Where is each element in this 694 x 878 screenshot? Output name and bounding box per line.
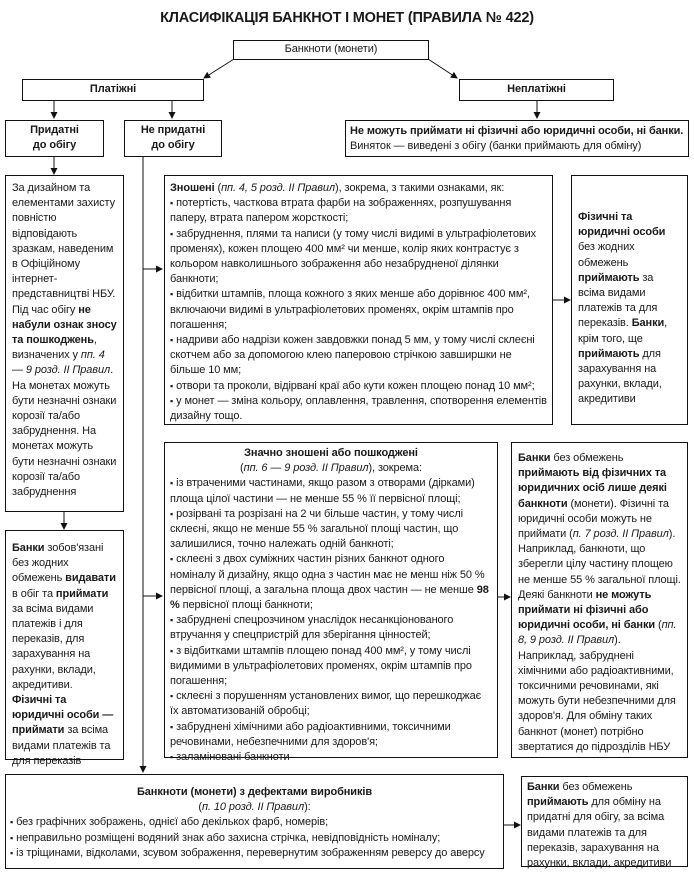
- diagram-title: КЛАСИФІКАЦІЯ БАНКНОТ І МОНЕТ (ПРАВИЛА № 422): [160, 10, 534, 26]
- defects-item: ▪ неправильно розміщені водяний знак або захисна стрічка, невідповідність номіналу;: [10, 831, 499, 846]
- nonpayable-note-bold: Не можуть приймати ні фізичні або юридичні особи, ні банки.: [350, 125, 684, 137]
- worn-heading: Зношені (пп. 4, 5 розд. II Правил), зокрема, з такими ознаками, як:: [170, 182, 505, 194]
- arrow-root-to-nonpayable: [428, 59, 457, 78]
- defects-box: Банкноти (монети) з дефектами виробників (п. 10 розд. II Правил): ▪ без графічних зображень, однієї або декількох фарб, номерів; ▪ неправильно розміщені водяний знак або захисна стрічка, невідповідність номіналу; ▪ із тріщинами, відколами, зсувом зображення, перевернутим зображенням реверсу до аверсу: [5, 774, 504, 869]
- unfit-label-line2: до обігу: [151, 139, 195, 152]
- unfit-node: [124, 120, 222, 157]
- defects-result: Банки без обмежень приймають для обміну на придатні для обігу, за всіма видами платежів та для переказів, зарахування на рахунки, вклади, акредитиви: [521, 776, 688, 867]
- damaged-item: ▪ забруднені хімічними або радіоактивними, токсичними речовинами, небезпечними для здоров'я;: [170, 720, 492, 750]
- fit-description: За дизайном та елементами захисту повністю відповідають зразкам, наведеним в Офіційному інтернет-представництві НБУ. Під час обігу не набули ознак зносу та пошкоджень, визначених у пп. 4 — 9 розд. II Правил. На монетах можуть бути незначні ознаки корозії та/або забруднення. На монетах можуть бути незначні ознаки корозії та/або забруднення: [5, 175, 124, 512]
- nonpayable-note-text: Виняток — виведені з обігу (банки приймають для обміну): [350, 140, 642, 153]
- worn-item: ▪ потертість, часткова втрата фарби на зображеннях, розпушування паперу, втрата папером жорсткості;: [170, 196, 547, 226]
- defects-heading: Банкноти (монети) з дефектами виробників: [136, 786, 372, 798]
- damaged-item: ▪ з відбитками штампів площею понад 400 мм², у тому числі видимими в ультрафіолетових променях, окрім штампів про погашення;: [170, 644, 492, 690]
- worn-item: ▪ надриви або надрізи кожен завдовжки понад 5 мм, у тому числі склеєні скотчем або за допомогою клею паперовою стрічкою завширшки не більше 10 мм;: [170, 333, 547, 379]
- damaged-item: ▪ склеєні з двох суміжних частин різних банкнот одного номіналу й дизайну, якщо одна з частин має не менш ніж 50 % первісної площі, а загальна площа двох частин — не менше 98 % первісної площі банкноти;: [170, 552, 492, 613]
- payable-node: [22, 79, 204, 101]
- nonpayable-node: [459, 79, 614, 101]
- damaged-box: Значно зношені або пошкоджені (пп. 6 — 9 розд. II Правил), зокрема: ▪ із втраченими частинами, якщо разом з отворами (дірками) площа цілої частини — не менше 55 % її первісної площі; ▪ розірвані та розрізані на 2 чи більше частин, у тому числі склеєні, якщо не менше 55 % загальної площі частин, що залишилися, точно належать одній банкноті; ▪ склеєні з двох суміжних частин різних банкнот одного номіналу й дизайну, якщо одна з частин має не менш ніж 50 % первісної площі, а загальна площа двох частин — не менше 98 % первісної площі банкноти; ▪ забруднені спецрозчином унаслідок несанкціонованого втручання у спецпристрій для зберігання цінностей; ▪ з відбитками штампів площею понад 400 мм², у тому числі видимими в ультрафіолетових променях, окрім штампів про погашення; ▪ склеєні з порушенням установлених вимог, що перешкоджає їх автоматизованій обробці; ▪ забруднені хімічними або радіоактивними, токсичними речовинами, небезпечними для здоров'я; ▪ заламіновані банкноти: [164, 442, 498, 758]
- damaged-item: ▪ із втраченими частинами, якщо разом з отворами (дірками) площа цілої частини — не менше 55 % її первісної площі;: [170, 476, 492, 506]
- damaged-item: ▪ забруднені спецрозчином унаслідок несанкціонованого втручання у спецпристрій для зберігання цінностей;: [170, 613, 492, 643]
- worn-item: ▪ забруднення, плями та написи (у тому числі видимі в ультрафіолетових променях), кожен площею 400 мм² чи менше, колір яких контрастує з кольором навколишнього зображення або незабрудненої ділянки банкноти;: [170, 227, 547, 288]
- fit-rules: Банки зобов'язані без жодних обмежень видавати в обіг та приймати за всіма видами платежів і для переказів, для зарахування на рахунки, вклади, акредитиви. Фізичні та юридичні особи — приймати за всіма видами платежів та для переказів: [5, 530, 124, 760]
- payable-label: Платіжні: [89, 83, 137, 95]
- damaged-item: ▪ заламіновані банкноти: [170, 750, 492, 765]
- fit-node: [5, 120, 104, 157]
- fit-label-line2: до обігу: [32, 139, 77, 152]
- defects-item: ▪ із тріщинами, відколами, зсувом зображення, перевернутим зображенням реверсу до аверсу: [10, 846, 499, 861]
- worn-box: [164, 175, 553, 425]
- fit-label-line1: Придатні: [30, 124, 79, 136]
- arrow-root-to-payable: [204, 59, 234, 78]
- damaged-item: ▪ розірвані та розрізані на 2 чи більше частин, у тому числі склеєні, якщо не менше 55 % загальної площі частин, що залишилися, точно належать одній банкноті;: [170, 507, 492, 553]
- fit-no-wear-bold: не набули ознак зносу та пошкоджень: [12, 303, 117, 347]
- nonpayable-note: [345, 120, 689, 157]
- root-label: Банкноти (монети): [284, 43, 378, 55]
- worn-item: ▪ відбитки штампів, площа кожного з яких менше або дорівнює 400 мм², включаючи видимі в ультрафіолетових променях, окрім штампів про погашення;: [170, 287, 547, 333]
- fit-rule-ref: пп. 4 — 9 розд. II Правил: [12, 349, 111, 377]
- worn-item: ▪ у монет — зміна кольору, оплавлення, травлення, спотворення елементів дизайну тощо.: [170, 394, 547, 424]
- worn-item: ▪ отвори та проколи, відірвані краї або кути кожен площею понад 10 мм²;: [170, 379, 547, 394]
- damaged-result: Банки без обмежень приймають від фізичних та юридичних осіб лише деякі банкноти (монети). Фізичні та юридичні особи можуть не приймати (п. 7 розд. II Правил). Наприклад, банкноти, що зберегли цілу частину площею не менше 55 % загальної площі. Деякі банкноти не можуть приймати ні фізичні або юридичні особи, ні банки (пп. 8, 9 розд. II Правил). Наприклад, забруднені хімічними або радіоактивними, токсичними речовинами, які можуть бути небезпечними для здоров'я. Для обміну таких банкнот (монет) потрібно звертатися до підрозділів НБУ: [511, 442, 688, 758]
- defects-item: ▪ без графічних зображень, однієї або декількох фарб, номерів;: [10, 815, 499, 830]
- nonpayable-label: Неплатіжні: [507, 83, 566, 95]
- worn-result: Фізичні та юридичні особи без жодних обмежень приймають за всіма видами платежів та для переказів. Банки, крім того, ще приймають для зарахування на рахунки, вклади, акредитиви: [571, 175, 688, 425]
- damaged-item: ▪ склеєні з порушенням установлених вимог, що перешкоджає їх автоматизованій обробці;: [170, 689, 492, 719]
- unfit-label-line1: Не придатні: [140, 124, 206, 136]
- damaged-heading: Значно зношені або пошкоджені: [244, 447, 418, 459]
- root-node: [233, 40, 429, 60]
